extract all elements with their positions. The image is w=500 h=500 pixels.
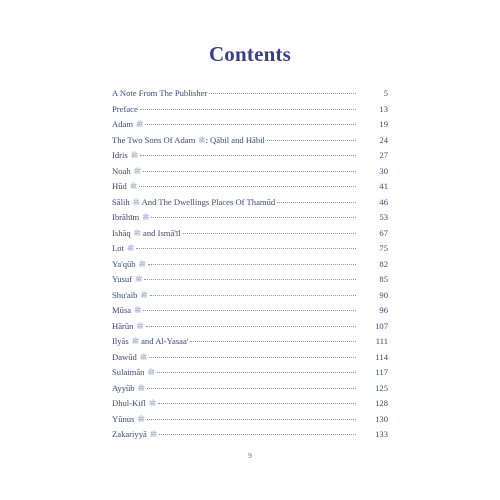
- dot-leader: [136, 248, 356, 249]
- toc-entry[interactable]: [112, 210, 388, 226]
- toc-entry-title: Hārūn: [112, 320, 134, 331]
- toc-page-number: 27: [379, 150, 388, 160]
- toc-page-number: 133: [375, 429, 388, 439]
- toc-entry-subtitle: and Al-Yasaa': [138, 336, 189, 346]
- toc-entry[interactable]: [112, 86, 388, 102]
- toc-entry[interactable]: [112, 365, 388, 381]
- toc-entry[interactable]: [112, 334, 388, 350]
- honorific-glyph: ﷺ: [198, 137, 206, 144]
- toc-entry-title: The Two Sons Of Adam: [112, 134, 196, 145]
- toc-entry-title: Noah: [112, 165, 131, 176]
- toc-entry-label: [112, 164, 141, 181]
- dot-leader: [140, 109, 356, 110]
- toc-entry[interactable]: [112, 241, 388, 257]
- toc-entry-title: Ishāq: [112, 227, 131, 238]
- toc-entry-label: [112, 179, 137, 196]
- honorific-glyph: ﷺ: [149, 432, 158, 438]
- toc-entry[interactable]: [112, 288, 388, 304]
- toc-entry-title: A Note From The Publisher: [112, 88, 208, 98]
- honorific-glyph: ﷺ: [133, 230, 141, 237]
- toc-entry[interactable]: [112, 381, 388, 397]
- toc-entry-label: [112, 226, 181, 243]
- toc-entry[interactable]: [112, 350, 388, 366]
- toc-entry-title: Idris: [112, 150, 128, 160]
- toc-entry-subtitle: : Qābil and Hābil: [205, 134, 265, 145]
- toc-entry-title: Ilyās: [112, 336, 129, 346]
- toc-entry-subtitle: And The Dwellings Places Of Thamūd: [139, 196, 276, 207]
- toc-entry-label: [112, 272, 142, 289]
- toc-entry-title: Ibrāhīm: [112, 212, 140, 222]
- toc-page-number: 114: [375, 351, 388, 362]
- honorific-glyph: ﷺ: [136, 323, 144, 330]
- honorific-glyph: ﷺ: [133, 168, 141, 175]
- toc-page-number: 128: [375, 398, 388, 408]
- toc-entry[interactable]: [112, 133, 388, 149]
- dot-leader: [157, 372, 356, 373]
- toc-entry-label: [112, 257, 146, 274]
- toc-entry[interactable]: [112, 164, 388, 180]
- honorific-glyph: ﷺ: [126, 246, 135, 252]
- toc-page-number: 67: [379, 227, 388, 238]
- toc-entry-title: Preface: [112, 103, 138, 114]
- toc-entry[interactable]: [112, 319, 388, 335]
- dot-leader: [209, 93, 356, 94]
- toc-page-number: 85: [379, 274, 388, 284]
- dot-leader: [150, 295, 356, 296]
- toc-entry-title: Adam: [112, 119, 134, 129]
- dot-leader: [145, 124, 356, 125]
- honorific-glyph: ﷺ: [129, 184, 138, 190]
- honorific-glyph: ﷺ: [139, 354, 148, 361]
- toc-entry-title: Dawūd: [112, 351, 137, 362]
- honorific-glyph: ﷺ: [130, 153, 139, 159]
- toc-page-number: 19: [379, 119, 388, 129]
- toc-entry-label: [112, 303, 141, 320]
- dot-leader: [147, 419, 356, 420]
- honorific-glyph: ﷺ: [132, 199, 140, 206]
- honorific-glyph: ﷺ: [148, 401, 157, 407]
- toc-entry-label: [112, 210, 149, 227]
- toc-page-number: 30: [379, 165, 388, 176]
- toc-entry-label: [112, 86, 207, 102]
- toc-entry[interactable]: [112, 148, 388, 164]
- page-number: 9: [248, 451, 252, 460]
- toc-page-number: 53: [379, 212, 388, 222]
- toc-entry-label: [112, 381, 145, 398]
- toc-page-number: 117: [375, 367, 388, 377]
- toc-entry-title: Shu'aib: [112, 289, 138, 300]
- honorific-glyph: ﷺ: [135, 277, 143, 283]
- honorific-glyph: ﷺ: [136, 122, 144, 128]
- toc-entry-label: [112, 427, 157, 444]
- honorific-glyph: ﷺ: [131, 339, 139, 345]
- toc-page-number: 130: [375, 413, 388, 424]
- toc-entry-title: Sulaimān: [112, 367, 145, 377]
- dot-leader: [144, 279, 356, 280]
- toc-entry-title: Hūd: [112, 181, 127, 191]
- toc-page-number: 41: [379, 181, 388, 191]
- toc-page-number: 75: [379, 243, 388, 253]
- toc-entry[interactable]: [112, 195, 388, 211]
- page-title: Contents: [208, 42, 292, 66]
- toc-entry[interactable]: [112, 226, 388, 242]
- toc-entry-label: [112, 148, 138, 165]
- toc-entry[interactable]: [112, 427, 388, 443]
- toc-page-number: 46: [379, 196, 388, 207]
- toc-entry-title: Yūnus: [112, 413, 135, 424]
- toc-entry[interactable]: [112, 272, 388, 288]
- toc-entry[interactable]: [112, 179, 388, 195]
- toc-entry-label: [112, 412, 145, 429]
- toc-entry-title: Mūsa: [112, 305, 132, 315]
- toc-entry-label: [112, 102, 138, 118]
- toc-entry-title: Yusuf: [112, 274, 133, 284]
- toc-page-number: 24: [379, 134, 388, 145]
- dot-leader: [267, 140, 356, 141]
- toc-entry[interactable]: [112, 303, 388, 319]
- honorific-glyph: ﷺ: [134, 308, 142, 314]
- dot-leader: [143, 310, 356, 311]
- toc-entry-title: Sālih: [112, 196, 130, 207]
- honorific-glyph: ﷺ: [147, 370, 155, 376]
- honorific-glyph: ﷺ: [137, 385, 145, 392]
- honorific-glyph: ﷺ: [140, 292, 148, 299]
- dot-leader: [140, 155, 356, 156]
- dot-leader: [139, 186, 356, 187]
- dot-leader: [148, 264, 356, 265]
- toc-page-number: 111: [375, 336, 388, 346]
- table-of-contents: [112, 86, 388, 443]
- toc-entry-label: [112, 133, 265, 150]
- toc-entry[interactable]: [112, 102, 388, 118]
- dot-leader: [147, 388, 356, 389]
- toc-page-number: 13: [379, 103, 388, 114]
- dot-leader: [149, 357, 356, 358]
- toc-entry-label: [112, 365, 155, 382]
- toc-entry-label: [112, 241, 134, 258]
- toc-entry-label: [112, 195, 275, 212]
- toc-entry-label: [112, 319, 144, 336]
- honorific-glyph: ﷺ: [138, 261, 146, 268]
- toc-page-number: 5: [383, 88, 388, 98]
- toc-entry-label: [112, 117, 143, 134]
- toc-entry[interactable]: [112, 396, 388, 412]
- honorific-glyph: ﷺ: [137, 416, 145, 423]
- honorific-glyph: ﷺ: [142, 215, 150, 221]
- dot-leader: [143, 171, 356, 172]
- toc-entry-label: [112, 396, 156, 413]
- toc-entry-title: Lot: [112, 243, 124, 253]
- toc-entry-subtitle: and Ismā'īl: [140, 227, 181, 238]
- dot-leader: [158, 403, 356, 404]
- toc-entry[interactable]: [112, 412, 388, 428]
- toc-page-number: 82: [379, 258, 388, 269]
- toc-entry-title: Ayyūb: [112, 382, 135, 393]
- toc-entry[interactable]: [112, 257, 388, 273]
- toc-page-number: 107: [375, 320, 388, 331]
- toc-entry-label: [112, 334, 188, 351]
- toc-entry-label: [112, 288, 148, 305]
- toc-page-number: 90: [379, 289, 388, 300]
- toc-entry-title: Dhul-Kifl: [112, 398, 146, 408]
- dot-leader: [159, 434, 356, 435]
- dot-leader: [190, 341, 356, 342]
- dot-leader: [183, 233, 356, 234]
- toc-entry[interactable]: [112, 117, 388, 133]
- toc-entry-title: Zakariyyā: [112, 429, 147, 439]
- toc-entry-title: Ya'qūb: [112, 258, 136, 269]
- toc-entry-label: [112, 350, 147, 367]
- dot-leader: [146, 326, 356, 327]
- dot-leader: [277, 202, 356, 203]
- toc-page-number: 96: [379, 305, 388, 315]
- dot-leader: [151, 217, 356, 218]
- toc-page-number: 125: [375, 382, 388, 393]
